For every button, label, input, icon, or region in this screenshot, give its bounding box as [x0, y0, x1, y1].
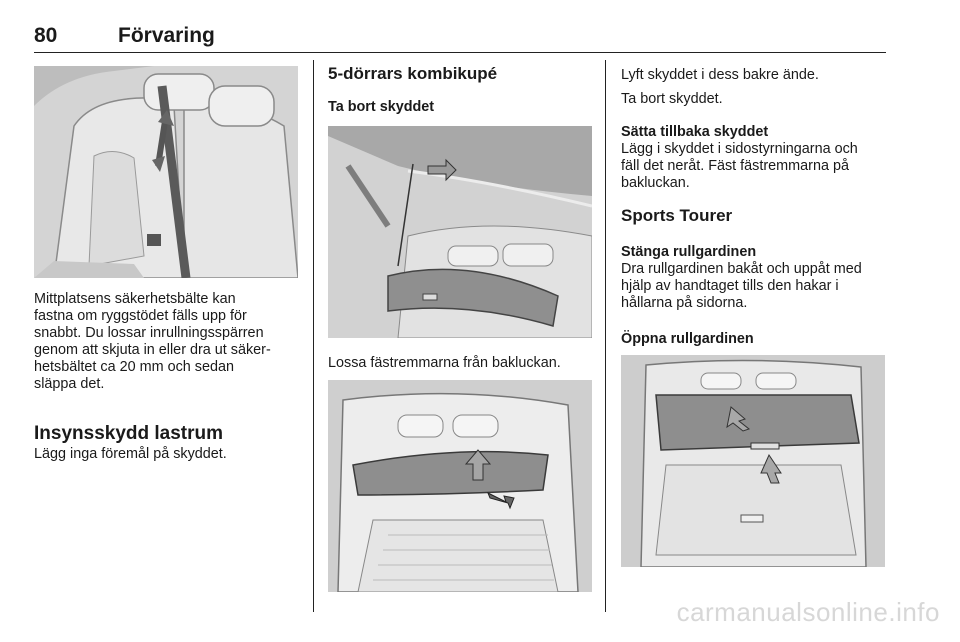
text-line: hjälp av handtaget tills den hakar i — [621, 278, 839, 294]
remove-cover-illustration — [328, 126, 592, 338]
roller-blind-illustration — [621, 355, 885, 567]
text-line: fäll det neråt. Fäst fästremmarna på — [621, 158, 849, 174]
subheading-refit-cover: Sätta tillbaka skyddet — [621, 124, 769, 140]
heading-sports-tourer: Sports Tourer — [621, 206, 733, 225]
column-divider-2 — [605, 60, 606, 612]
column-divider-1 — [313, 60, 314, 612]
header-divider — [34, 52, 886, 53]
text-line: Mittplatsens säkerhetsbälte kan — [34, 291, 236, 307]
text-line: bakluckan. — [621, 175, 690, 191]
section-title: Förvaring — [118, 24, 215, 47]
text-line: fastna om ryggstödet fälls upp för — [34, 308, 247, 324]
close-blind-paragraph — [621, 261, 891, 312]
cover-note: Lägg inga föremål på skyddet. — [34, 446, 227, 462]
refit-paragraph — [621, 141, 891, 192]
subheading-remove-cover: Ta bort skyddet — [328, 99, 435, 115]
subheading-open-blind: Öppna rullgardinen — [621, 331, 754, 347]
text-line: hållarna på sidorna. — [621, 295, 748, 311]
text-line: Lägg i skyddet i sidostyrningarna och — [621, 141, 858, 157]
caption-release-straps: Lossa fästremmarna från bakluckan. — [328, 355, 561, 371]
text-line: släppa det. — [34, 376, 105, 392]
seat-belt-paragraph — [34, 291, 304, 393]
text-line: snabbt. Du lossar inrullningsspärren — [34, 325, 264, 341]
page-number: 80 — [34, 24, 58, 47]
subheading-close-blind: Stänga rullgardinen — [621, 244, 757, 260]
rear-seat-belt-illustration — [34, 66, 298, 278]
remove-cover-step: Ta bort skyddet. — [621, 91, 723, 107]
text-line: Dra rullgardinen bakåt och uppåt med — [621, 261, 862, 277]
page-header — [34, 24, 886, 50]
text-line: hetsbältet ca 20 mm och sedan — [34, 359, 234, 375]
heading-insynsskydd: Insynsskydd lastrum — [34, 423, 224, 444]
watermark: carmanualsonline.info — [676, 597, 940, 627]
heading-5-door: 5-dörrars kombikupé — [328, 64, 498, 83]
lift-cover-step: Lyft skyddet i dess bakre ände. — [621, 67, 819, 83]
text-line: genom att skjuta in eller dra ut säker‐ — [34, 342, 271, 358]
lift-cover-illustration — [328, 380, 592, 592]
